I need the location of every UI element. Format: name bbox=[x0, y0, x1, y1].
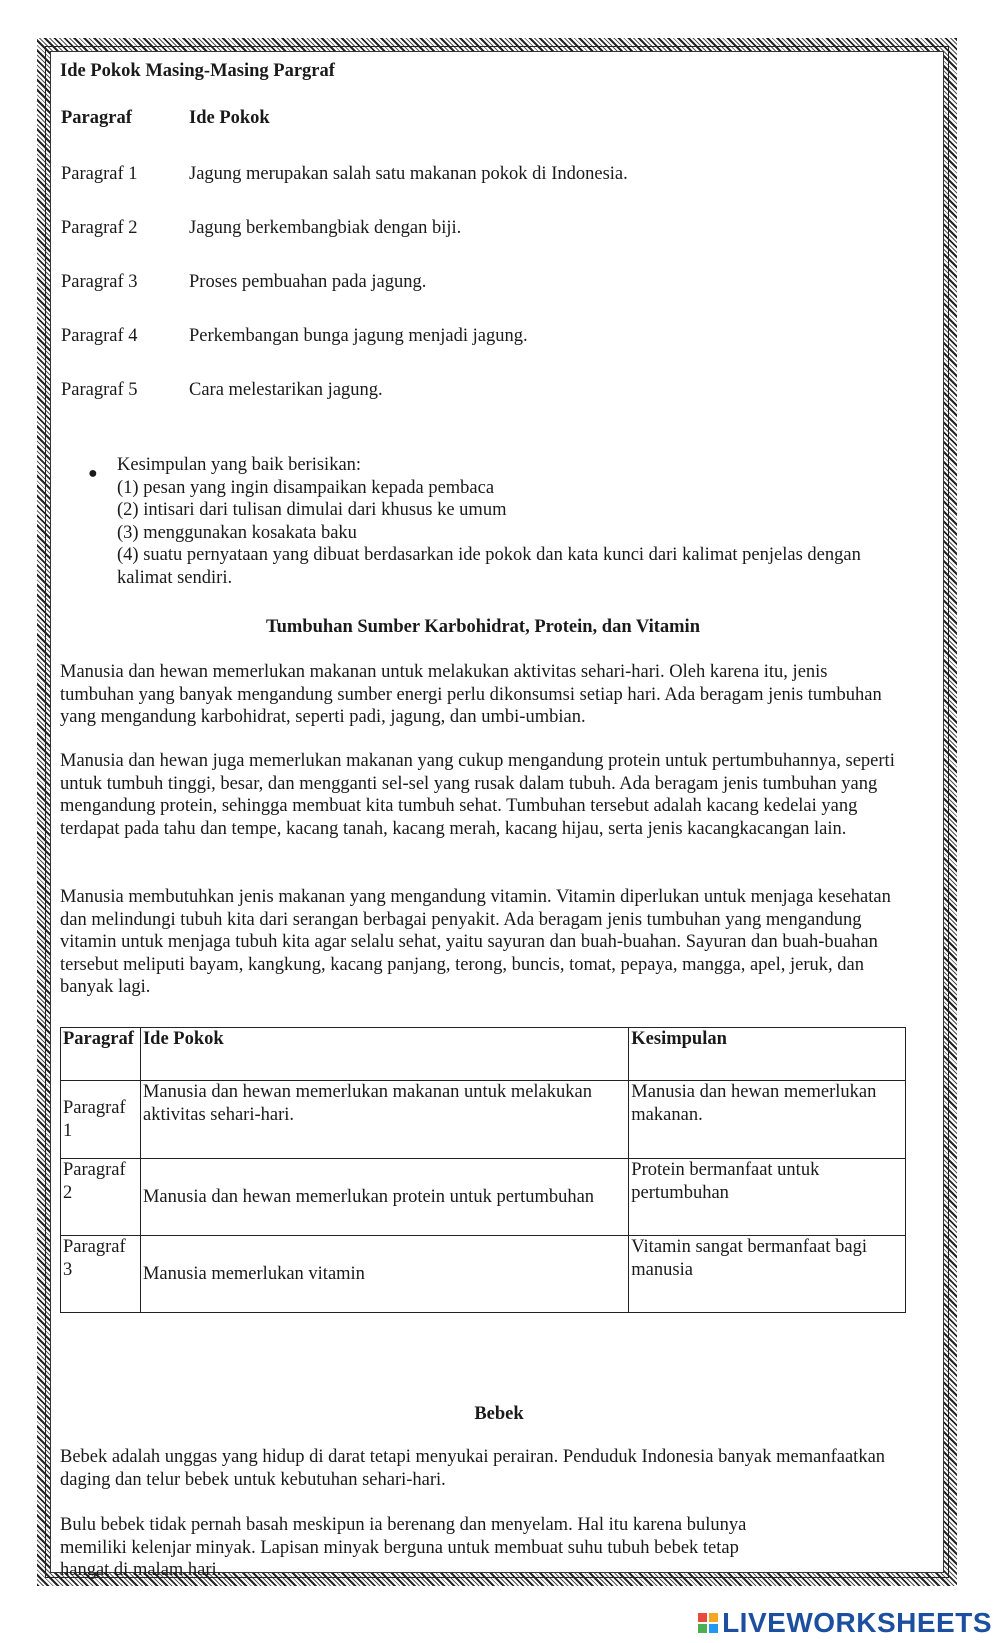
liveworksheets-logo bbox=[698, 1607, 992, 1639]
idea-row-paragraph: Paragraf 3 bbox=[61, 272, 138, 292]
article1-paragraph: Manusia dan hewan juga memerlukan makanan yang cukup mengandung protein untuk pertumbuhannya, seperti untuk tumbuh tinggi, besar, dan mengganti sel-sel yang rusak dalam tubuh. Ada beragam jenis tumbuhan yang mengandung protein, sehingga membuat kita tumbuh sehat. Tumbuhan tersebut adalah kacang kedelai yang terdapat pada tahu dan tempe, kacang tanah, kacang merah, kacang hijau, serta jenis kacangkacangan lain. bbox=[60, 751, 895, 839]
article2-title: Bebek bbox=[474, 1404, 524, 1424]
table-row bbox=[61, 1081, 906, 1159]
article1-paragraph: Manusia membutuhkan jenis makanan yang mengandung vitamin. Vitamin diperlukan untuk menjaga kesehatan dan melindungi tubuh kita dari serangan berbagai penyakit. Ada beragam jenis tumbuhan yang mengandung vitamin untuk menjaga tubuh kita agar selalu sehat, yaitu sayuran dan buah-buahan. Sayuran dan buah-buahan tersebut meliputi bayam, kangkung, kacang panjang, terong, buncis, tomat, pepaya, mangga, apel, jeruk, dan banyak lagi. bbox=[60, 887, 891, 997]
summary-cell-paragraph: Paragraf 1 bbox=[61, 1081, 141, 1159]
watermark-text: LIVEWORKSHEETS bbox=[722, 1607, 992, 1638]
summary-cell-idea: Manusia memerlukan vitamin bbox=[140, 1236, 628, 1313]
idea-row-idea: Proses pembuahan pada jagung. bbox=[189, 272, 427, 292]
idea-row-paragraph: Paragraf 2 bbox=[61, 218, 138, 238]
summary-cell-idea: Manusia dan hewan memerlukan protein untuk pertumbuhan bbox=[140, 1159, 628, 1236]
page-title: Ide Pokok Masing-Masing Pargraf bbox=[60, 61, 335, 81]
article1-title: Tumbuhan Sumber Karbohidrat, Protein, dan Vitamin bbox=[265, 617, 700, 637]
article2-paragraph: Bebek adalah unggas yang hidup di darat tetapi menyukai perairan. Penduduk Indonesia banyak memanfaatkan daging dan telur bebek untuk kebutuhan sehari-hari. bbox=[60, 1447, 886, 1490]
idea-row-paragraph: Paragraf 1 bbox=[61, 164, 138, 184]
conclusion-note-item: (4) suatu pernyataan yang dibuat berdasarkan ide pokok dan kata kunci dari kalimat penjelas dengan kalimat sendiri. bbox=[117, 545, 861, 588]
conclusion-note-lead: Kesimpulan yang baik berisikan: bbox=[117, 455, 362, 475]
idea-row-idea: Cara melestarikan jagung. bbox=[189, 380, 383, 400]
table-row bbox=[61, 1159, 906, 1236]
idea-row-idea: Jagung merupakan salah satu makanan pokok di Indonesia. bbox=[189, 164, 628, 184]
article1-paragraph: Manusia dan hewan memerlukan makanan untuk melakukan aktivitas sehari-hari. Oleh karena itu, jenis tumbuhan yang banyak mengandung sumber energi perlu dikonsumsi setiap hari. Ada beragam jenis tumbuhan yang mengandung karbohidrat, seperti padi, jagung, dan umbi-umbian. bbox=[60, 662, 882, 727]
summary-cell-conclusion: Vitamin sangat bermanfaat bagi manusia bbox=[629, 1236, 906, 1313]
summary-cell-paragraph: Paragraf 3 bbox=[61, 1236, 141, 1313]
summary-header-idea: Ide Pokok bbox=[140, 1028, 628, 1081]
summary-cell-conclusion: Protein bermanfaat untuk pertumbuhan bbox=[629, 1159, 906, 1236]
idea-row-paragraph: Paragraf 5 bbox=[61, 380, 138, 400]
summary-cell-paragraph: Paragraf 2 bbox=[61, 1159, 141, 1236]
summary-cell-conclusion: Manusia dan hewan memerlukan makanan. bbox=[629, 1081, 906, 1159]
conclusion-note-item: (2) intisari dari tulisan dimulai dari khusus ke umum bbox=[117, 500, 507, 520]
summary-cell-idea: Manusia dan hewan memerlukan makanan untuk melakukan aktivitas sehari-hari. bbox=[140, 1081, 628, 1159]
logo-squares-icon bbox=[698, 1613, 718, 1633]
bullet-icon: ● bbox=[88, 465, 98, 482]
idea-row-idea: Jagung berkembangbiak dengan biji. bbox=[189, 218, 462, 238]
article2-paragraph: Bulu bebek tidak pernah basah meskipun ia berenang dan menyelam. Hal itu karena bulunya memiliki kelenjar minyak. Lapisan minyak berguna untuk membuat suhu tubuh bebek tetap hangat di malam hari. bbox=[60, 1515, 747, 1580]
summary-header-paragraph: Paragraf bbox=[61, 1028, 141, 1081]
conclusion-note-item: (3) menggunakan kosakata baku bbox=[117, 522, 357, 543]
summary-table bbox=[60, 1027, 906, 1313]
idea-col-paragraph-header: Paragraf bbox=[61, 108, 132, 128]
table-row bbox=[61, 1236, 906, 1313]
summary-header-conclusion: Kesimpulan bbox=[629, 1028, 906, 1081]
conclusion-note bbox=[117, 454, 907, 589]
summary-table-header-row bbox=[61, 1028, 906, 1081]
idea-row-idea: Perkembangan bunga jagung menjadi jagung. bbox=[189, 326, 528, 346]
idea-row-paragraph: Paragraf 4 bbox=[61, 326, 138, 346]
conclusion-note-item: (1) pesan yang ingin disampaikan kepada pembaca bbox=[117, 477, 495, 498]
idea-col-idea-header: Ide Pokok bbox=[189, 108, 270, 128]
